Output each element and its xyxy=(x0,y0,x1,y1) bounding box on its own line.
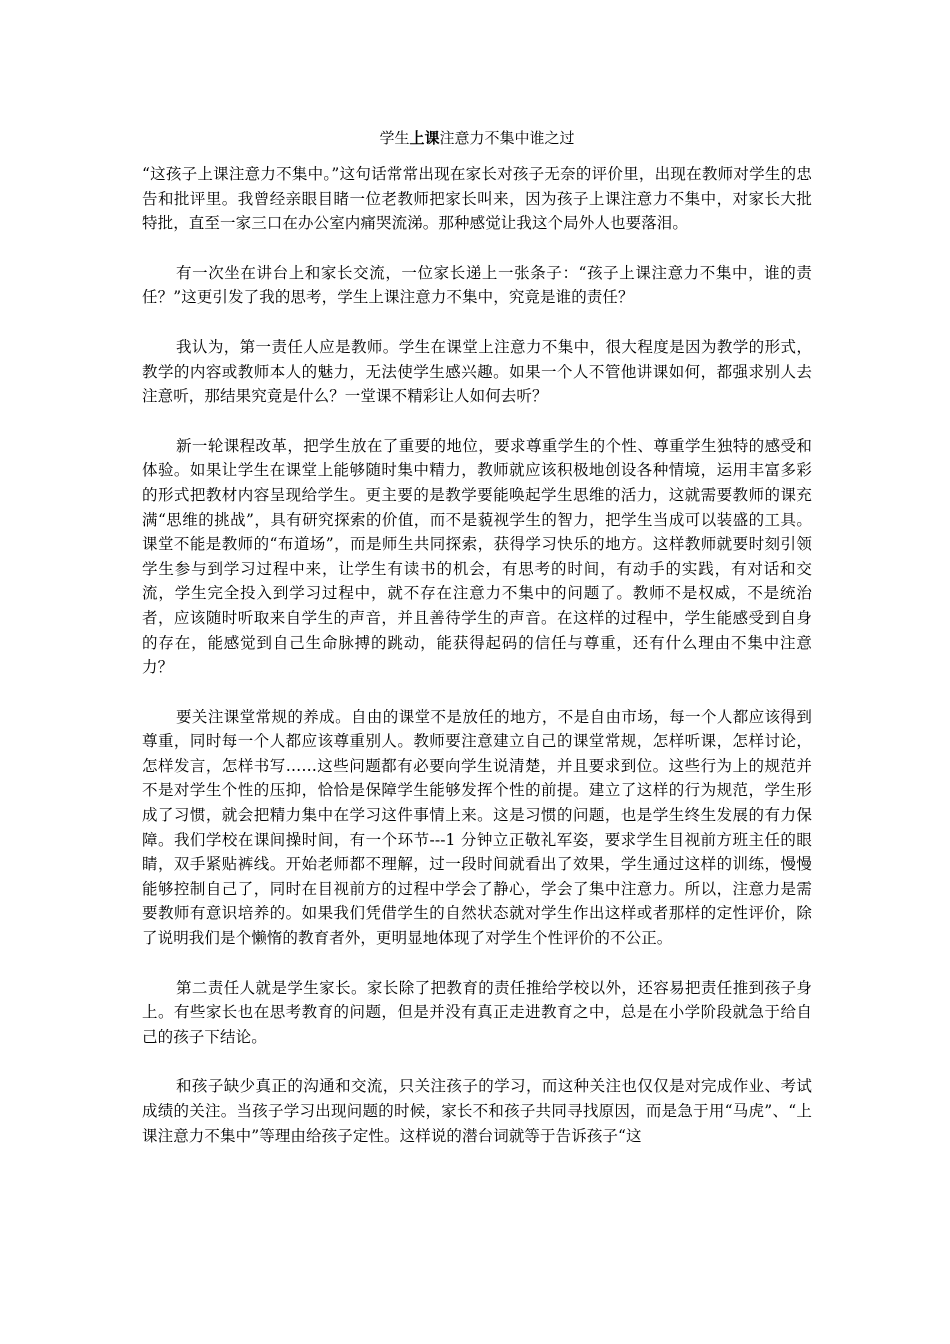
paragraph-6: 第二责任人就是学生家长。家长除了把教育的责任推给学校以外，还容易把责任推到孩子身上。有些家长也在思考教育的问题，但是并没有真正走进教育之中，总是在小学阶段就急于给自己的孩子下结论。 xyxy=(142,978,812,1046)
title-part-2: 注意力不集中谁之过 xyxy=(439,129,575,147)
paragraph-2: 有一次坐在讲台上和家长交流，一位家长递上一张条子：“孩子上课注意力不集中，谁的责任？”这更引发了我的思考，学生上课注意力不集中，究竟是谁的责任？ xyxy=(142,263,812,307)
paragraph-1: “这孩子上课注意力不集中。”这句话常常出现在家长对孩子无奈的评价里，出现在教师对学生的忠告和批评里。我曾经亲眼目睹一位老教师把家长叫来，因为孩子上课注意力不集中，对家长大批特批，直至一家三口在办公室内痛哭流涕。那种感觉让我这个局外人也要落泪。 xyxy=(142,165,812,233)
paragraph-7: 和孩子缺少真正的沟通和交流，只关注孩子的学习，而这种关注也仅仅是对完成作业、考试成绩的关注。当孩子学习出现问题的时候，家长不和孩子共同寻找原因，而是急于用“马虎”、“上课注意力不集中”等理由给孩子定性。这样说的潜台词就等于告诉孩子“这 xyxy=(142,1077,812,1145)
paragraph-5: 要关注课堂常规的养成。自由的课堂不是放任的地方，不是自由市场，每一个人都应该得到尊重，同时每一个人都应该尊重别人。教师要注意建立自己的课堂常规，怎样听课，怎样讨论，怎样发言，怎样书写……这些问题都有必要向学生说清楚，并且要求到位。这些行为上的规范并不是对学生个性的压抑，恰恰是保障学生能够发挥个性的前提。建立了这样的行为规范，学生形成了习惯，就会把精力集中在学习这件事情上来。这是习惯的问题，也是学生终生发展的有力保障。我们学校在课间操时间，有一个环节---1 分钟立正敬礼军姿，要求学生目视前方班主任的眼睛，双手紧贴裤线。开始老师都不理解，过一段时间就看出了效果，学生通过这样的训练，慢慢能够控制自己了，同时在目视前方的过程中学会了静心，学会了集中注意力。所以，注意力是需要教师有意识培养的。如果我们凭借学生的自然状态就对学生作出这样或者那样的定性评价，除了说明我们是个懒惰的教育者外，更明显地体现了对学生个性评价的不公正。 xyxy=(142,707,812,948)
title-part-1: 学生 xyxy=(379,129,410,147)
title-bold-part: 上课 xyxy=(409,129,440,147)
paragraph-3: 我认为，第一责任人应是教师。学生在课堂上注意力不集中，很大程度是因为教学的形式，教学的内容或教师本人的魅力，无法使学生感兴趣。如果一个人不管他讲课如何，都强求别人去注意听，那结果究竟是什么？一堂课不精彩让人如何去听？ xyxy=(142,337,812,406)
document-page xyxy=(142,128,812,1173)
paragraph-4: 新一轮课程改革，把学生放在了重要的地位，要求尊重学生的个性、尊重学生独特的感受和体验。如果让学生在课堂上能够随时集中精力，教师就应该积极地创设各种情境，运用丰富多彩的形式把教材内容呈现给学生。更主要的是教学要能唤起学生思维的活力，这就需要教师的课充满“思维的挑战”，具有研究探索的价值，而不是藐视学生的智力，把学生当成可以装盛的工具。课堂不能是教师的“布道场”，而是师生共同探索，获得学习快乐的地方。这样教师就要时刻引领学生参与到学习过程中来，让学生有读书的机会，有思考的时间，有动手的实践，有对话和交流，学生完全投入到学习过程中，就不存在注意力不集中的问题了。教师不是权威，不是统治者，应该随时听取来自学生的声音，并且善待学生的声音。在这样的过程中，学生能感受到自身的存在，能感觉到自己生命脉搏的跳动，能获得起码的信任与尊重，还有什么理由不集中注意力？ xyxy=(142,436,812,677)
document-title xyxy=(142,128,812,148)
